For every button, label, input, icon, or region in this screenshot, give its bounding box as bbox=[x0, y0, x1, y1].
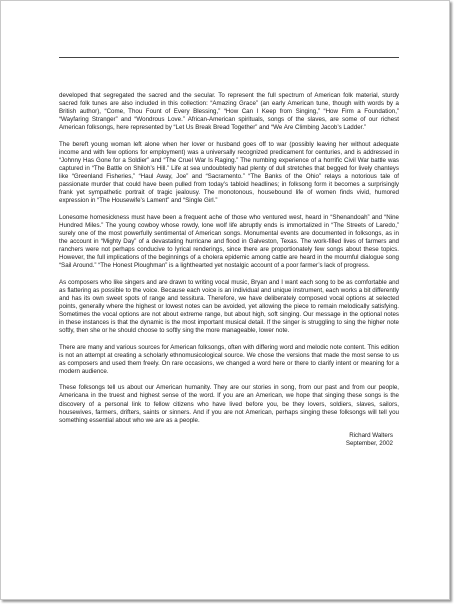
paragraph-4: As composers who like singers and are drawn to writing vocal music, Bryan and I want each song to be as comfortable and as flattering as possible to the voice. Because each voice is an individual and unique instrument, each works a bit differently and has its own sweet spots of range and tessitura. Therefore, we have deliberately composed vocal options at selected points, generally where the highest or lowest notes can be avoided, yet allowing the piece to remain melodically satisfying. Sometimes the vocal options are not about extreme range, but about high, soft singing. Our message in the optional notes in these instances is that the dynamic is the most important musical detail. If the singer is struggling to sing the higher note softly, then she or he should choose to softly sing the more manageable, lower note. bbox=[59, 278, 399, 334]
paragraph-1: developed that segregated the sacred and the secular. To represent the full spectrum of American folk material, sturdy sacred folk tunes are also included in this collection: “Amazing Grace” (an early American tune, though with words by a British author), “Come, Thou Fount of Every Blessing,” “How Can I Keep from Singing,” “How Firm a Foundation,” “Wayfaring Stranger” and “Wondrous Love.” African-American spirituals, songs of the slaves, are some of our richest American folksongs, here represented by “Let Us Break Bread Together” and “We Are Climbing Jacob’s Ladder.” bbox=[59, 92, 399, 132]
document-body bbox=[59, 92, 399, 448]
signature-date: September, 2002 bbox=[345, 440, 393, 448]
paragraph-6: These folksongs tell us about our American humanity. They are our stories in song, from our past and from our people, Americana in the truest and highest sense of the word. If you are an American, we hope that singing these songs is the discovery of a personal link to fellow citizens who have lived before you, be they lovers, soldiers, slaves, sailors, housewives, farmers, drifters, saints or sinners. And if you are not American, perhaps singing these folksongs will tell you something essential about who we are as a people. bbox=[59, 384, 399, 424]
header-rule bbox=[59, 57, 399, 58]
paragraph-3: Lonesome homesickness must have been a frequent ache of those who ventured west, heard in “Shenandoah” and “Nine Hundred Miles.” The young cowboy whose rowdy, lone wolf life abruptly ends is immortalized in “The Streets of Laredo,” surely one of the most powerfully sentimental of American songs. Monumental events are documented in folksongs, as in the account in “Mighty Day” of a devastating hurricane and flood in Galveston, Texas. The work-filled lives of farmers and ranchers were not perhaps conducive to lyrical renderings, since there are proportionately few songs about these topics. However, the full implications of the beginnings of a cholera epidemic among cattle are heard in the mournful dialogue song “Sail Around.” “The Honest Ploughman” is a lighthearted yet nostalgic account of a poor farmer’s lack of progress. bbox=[59, 213, 399, 270]
signature-block bbox=[59, 432, 399, 448]
signature-name: Richard Walters bbox=[349, 432, 393, 440]
paragraph-2: The bereft young woman left alone when her lover or husband goes off to war (possibly leaving her without adequate income and with few options for employment) was a universally recognized predicament for centuries, and is addressed in “Johnny Has Gone for a Soldier” and “The Cruel War Is Raging.” The numbing experience of a horrific Civil War battle was captured in “The Battle on Shiloh’s Hill.” Life at sea undoubtedly had plenty of dull stretches that begged for lively chanteys like “Greenland Fisheries,” “Haul Away, Joe” and “Sacramento.” “The Banks of the Ohio” relays a notorious tale of passionate murder that could have been pulled from today’s tabloid headlines; in folksong form it becomes a surprisingly frank yet sympathetic portrait of tragic jealousy. The monotonous, housebound life of women finds vivid, humored expression in “The Housewife’s Lament” and “Single Girl.” bbox=[59, 140, 399, 205]
paragraph-5: There are many and various sources for American folksongs, often with differing word and melodic note content. This edition is not an attempt at creating a scholarly ethnomusicological source. We chose the versions that made the most sense to us as composers and used them freely. On rare occasions, we changed a word here or there to clarify intent or meaning for a modern audience. bbox=[59, 343, 399, 375]
